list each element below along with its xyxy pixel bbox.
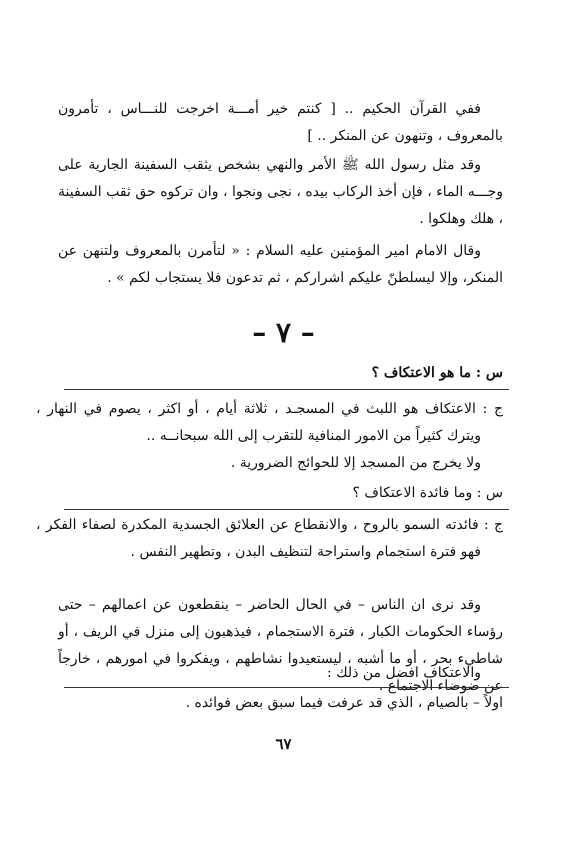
people-retreat-paragraph: وقد نرى ان الناس – في الحال الحاضر – ينقطعون عن اعمالهم – حتى رؤساء الحكومات الكبار ، فترة الاستجمام ، فيذهبون إلى منزل في الريف ، أو شاطيء بحر ، أو ما أشبه ، ليستعيدوا نشاطهم ، ويفكروا في امورهم ، خارجاً عن ضوضاء الاجتماع . — [58, 597, 503, 694]
quran-verse-paragraph: ففي القرآن الحكيم .. [ كنتم خير أمـــة اخرجت للنـــاس ، تأمرون بالمعروف ، وتنهون عن المنكر .. ] — [58, 101, 503, 144]
section-number-heading: – ٧ – — [252, 316, 315, 349]
imam-quote-paragraph: وقال الامام امير المؤمنين عليه السلام : « لتأمرن بالمعروف ولتنهن عن المنكر، وإلا ليسلطنّ عليكم اشراركم ، ثم تدعون فلا يستجاب لكم » . — [58, 243, 503, 286]
prophet-parable-paragraph: وقد مثل رسول الله ﷺ الأمر والنهي بشخص يثقب السفينة الجارية على وجـــه الماء ، فإن أخذ الركاب بيده ، نجى ونجوا ، وان تركوه حق ثقب السفينة ، هلك وهلكوا . — [58, 157, 503, 227]
section-divider-2 — [64, 509, 509, 510]
itikaf-better-intro: والاعتكاف افضل من ذلك : — [326, 665, 481, 681]
answer-itikaf-definition: ج : الاعتكاف هو اللبث في المسجـد ، ثلاثة أيام ، أو اكثر ، يصوم في النهار ، ويترك كثيراً من الامور المنافية للتقرب إلى الله سبحانــه .. — [36, 401, 503, 444]
first-point-fasting: اولاً – بالصيام ، الذي قد عرفت فيما سبق بعض فوائده . — [185, 695, 503, 711]
page-number: ٦٧ — [275, 735, 292, 753]
answer-itikaf-exception: ولا يخرج من المسجد إلا للحوائج الضرورية . — [230, 455, 481, 471]
question-what-is-itikaf: س : ما هو الاعتكاف ؟ — [371, 365, 503, 381]
question-itikaf-benefit: س : وما فائدة الاعتكاف ؟ — [352, 485, 503, 501]
section-divider — [64, 389, 509, 390]
section-divider-3 — [64, 687, 509, 688]
answer-itikaf-benefit: ج : فائدته السمو بالروح ، والانقطاع عن العلائق الجسدية المكدرة لصفاء الفكر ، فهو فترة استجمام واستراحة لتنظيف البدن ، وتطهير النفس . — [36, 517, 503, 560]
